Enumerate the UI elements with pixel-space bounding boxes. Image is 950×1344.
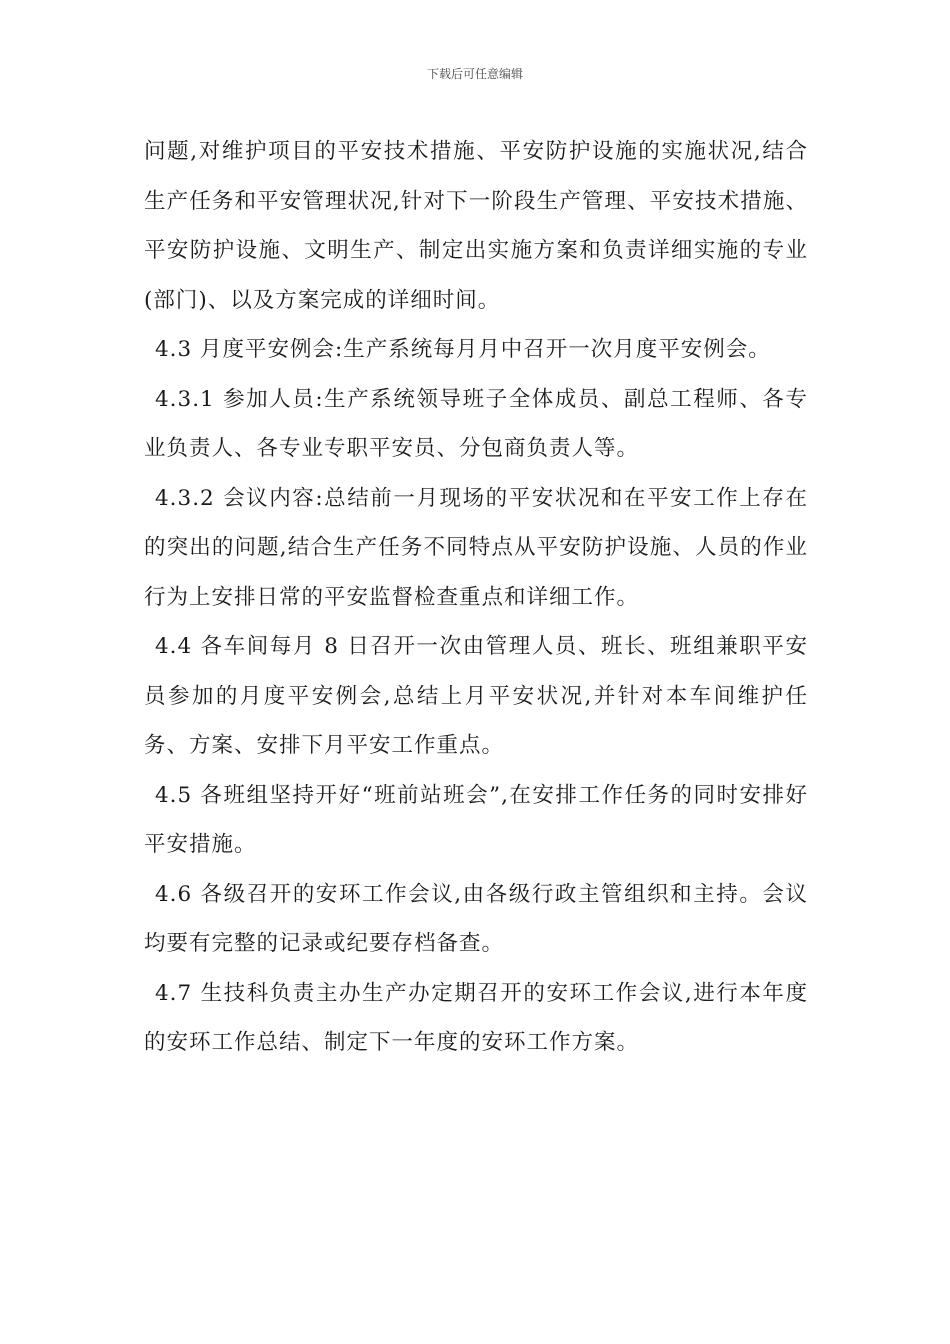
text-line: 安防护设施、文明生产、制定出实施方案和负责详细实施的专业(部 (144, 238, 808, 313)
text-line: 安环工作总结、制定下一年度的安环工作方案。 (166, 1030, 640, 1055)
text-line: 参加的月度平安例会,总结上月平安状况,并针对本车间维护任务、方 (144, 683, 808, 758)
text-line: 负责人、各专业专职平安员、分包商负责人等。 (166, 436, 640, 461)
text-line: 平安措施。 (144, 832, 257, 857)
text-line: 4.3.1 参加人员:生产系统领导班子全体成员、副总工程师、各专业 (144, 386, 808, 461)
text-line: 4.5 各班组坚持开好“班前站班会”,在安排工作任务的同时安排好 (155, 782, 808, 808)
text-line: 4.6 各级召开的安环工作会议,由各级行政主管组织和主持。会议均 (144, 881, 808, 956)
document-body (144, 127, 808, 1068)
paragraph (144, 969, 808, 1068)
paragraph (144, 127, 808, 325)
text-line: 门)、以及方案完成的详细时间。 (175, 287, 501, 313)
text-line: 问题,对维护项目的平安技术措施、平安防护设施的实施状况,结合生 (144, 139, 808, 214)
text-line: 4.3.2 会议内容:总结前一月现场的平安状况和在平安工作上存在的 (144, 485, 808, 560)
text-line: 案、安排下月平安工作重点。 (211, 733, 505, 758)
paragraph (144, 375, 808, 474)
paragraph (144, 325, 808, 375)
text-line: 4.3 月度平安例会:生产系统每月月中召开一次月度平安例会。 (155, 337, 771, 362)
paragraph (144, 870, 808, 969)
text-line: 为上安排日常的平安监督检查重点和详细工作。 (166, 584, 640, 610)
text-line: 4.4 各车间每月 8 日召开一次由管理人员、班长、班组兼职平安员 (144, 634, 808, 709)
text-line: 产任务和平安管理状况,针对下一阶段生产管理、平安技术措施、平 (144, 188, 808, 263)
text-line: 突出的问题,结合生产任务不同特点从平安防护设施、人员的作业行 (144, 535, 808, 610)
page-header-note: 下载后可任意编辑 (426, 67, 523, 81)
text-line: 要有完整的记录或纪要存档备查。 (166, 931, 505, 956)
paragraph (144, 622, 808, 771)
paragraph (144, 474, 808, 623)
text-line: 4.7 生技科负责主办生产办定期召开的安环工作会议,进行本年度的 (144, 980, 808, 1055)
paragraph (144, 771, 808, 870)
